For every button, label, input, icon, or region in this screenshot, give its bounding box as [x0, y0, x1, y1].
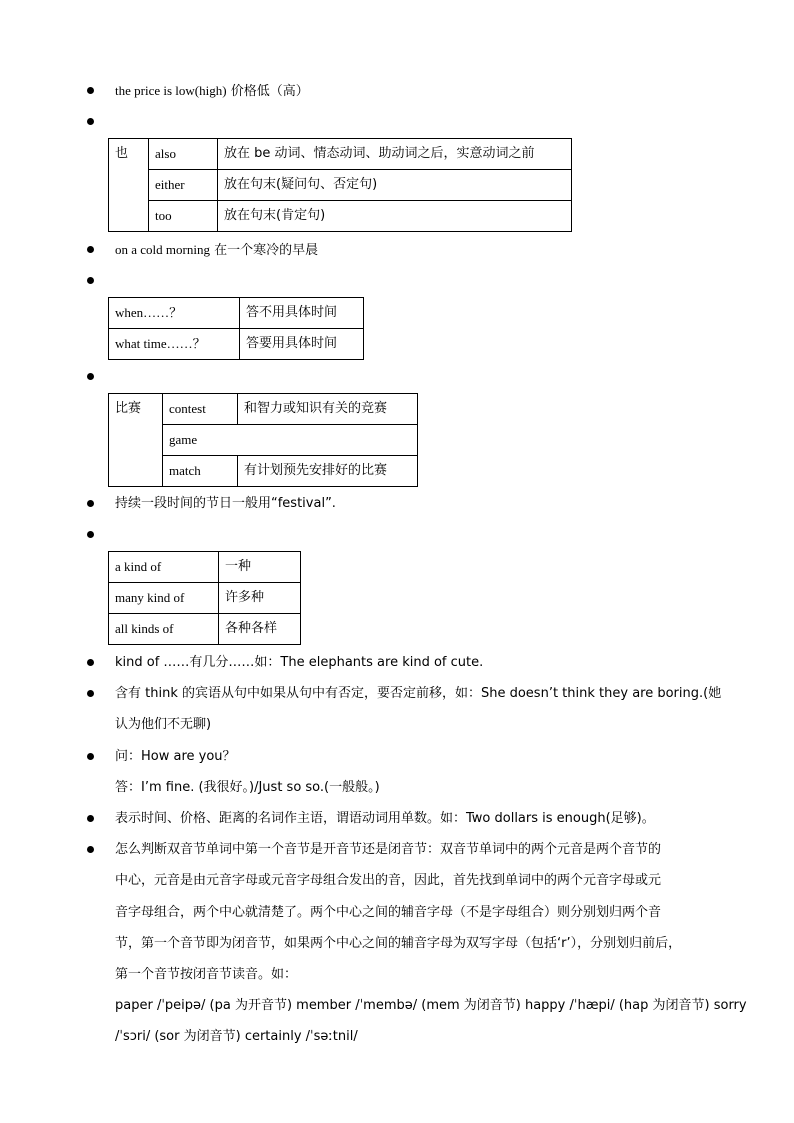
table-row: [109, 298, 364, 329]
table-cell: 放在句末(肯定句): [218, 201, 572, 232]
table-cell: a kind of: [109, 552, 219, 583]
table-cell: 有计划预先安排好的比赛: [238, 456, 418, 487]
bullet: [87, 846, 94, 853]
table-row: [109, 394, 418, 425]
table-cell: match: [163, 456, 238, 487]
think-note-line1: 含有 think 的宾语从句中如果从句中有否定，要否定前移，如：She doesn’t think they are boring.(她: [115, 686, 722, 701]
table-cell: contest: [163, 394, 238, 425]
table-cell: 一种: [219, 552, 301, 583]
table-cell: 答不用具体时间: [240, 298, 364, 329]
syllable-line: 音字母组合，两个中心就清楚了。两个中心之间的辅音字母（不是字母组合）则分别划归两个音: [115, 905, 662, 920]
syllable-example-line2: /ˈsɔri/ (sor 为闭音节) certainly /ˈsəːtnil/: [115, 1029, 358, 1044]
table-cell: 放在句末(疑问句、否定句): [218, 170, 572, 201]
table-row: [109, 170, 572, 201]
table-cell: 答要用具体时间: [240, 329, 364, 360]
when-table: [108, 297, 364, 360]
table-cell: 和智力或知识有关的竞赛: [238, 394, 418, 425]
table-cell: when……？: [109, 298, 240, 329]
syllable-example-line1: paper /ˈpeipə/ (pa 为开音节) member /ˈmembə/ (mem 为闭音节) happy /ˈhæpi/ (hap 为闭音节) sorry: [115, 998, 747, 1013]
table-row: [109, 614, 301, 645]
table-cell: game: [163, 425, 418, 456]
syllable-line: 第一个音节按闭音节读音。如：: [115, 967, 298, 982]
price-zh: 价格低（高）: [230, 84, 309, 99]
syllable-line: 节，第一个音节即为闭音节，如果两个中心之间的辅音字母为双写字母（包括‘r’），分别划归前后，: [115, 936, 682, 951]
syllable-line: 怎么判断双音节单词中第一个音节是开音节还是闭音节：双音节单词中的两个元音是两个音节的: [115, 842, 662, 857]
table-cell: also: [149, 139, 218, 170]
how-are-you-question: 问：How are you？: [115, 749, 236, 764]
kind-of-note: kind of ……有几分……如：The elephants are kind of cute.: [115, 655, 484, 670]
morning-en: on a cold morning: [115, 242, 210, 257]
morning-note: [115, 241, 318, 260]
festival-note: 持续一段时间的节日一般用“festival”.: [115, 496, 336, 511]
morning-zh: 在一个寒冷的早晨: [214, 243, 319, 258]
table-row: [109, 329, 364, 360]
singular-note: 表示时间、价格、距离的名词作主语，谓语动词用单数。如：Two dollars is enough(足够)。: [115, 811, 655, 826]
table-cell: 许多种: [219, 583, 301, 614]
kind-table: [108, 551, 301, 645]
also-table: [108, 138, 572, 232]
how-are-you-answer: 答：I’m fine. (我很好。)/Just so so.(一般般。): [115, 780, 380, 795]
bullet: [87, 118, 94, 125]
also-table-head: 也: [109, 139, 149, 232]
table-row: [109, 583, 301, 614]
table-cell: 各种各样: [219, 614, 301, 645]
bullet: [87, 659, 94, 666]
bullet: [87, 815, 94, 822]
bullet: [87, 690, 94, 697]
bullet: [87, 500, 94, 507]
price-note: [115, 82, 309, 101]
table-cell: what time……？: [109, 329, 240, 360]
bullet: [87, 531, 94, 538]
table-cell: many kind of: [109, 583, 219, 614]
bullet: [87, 246, 94, 253]
table-row: [109, 201, 572, 232]
table-cell: too: [149, 201, 218, 232]
bullet: [87, 753, 94, 760]
syllable-line: 中心，元音是由元音字母或元音字母组合发出的音，因此，首先找到单词中的两个元音字母或元: [115, 873, 662, 888]
bullet: [87, 373, 94, 380]
bullet: [87, 277, 94, 284]
match-table: [108, 393, 418, 487]
table-cell: either: [149, 170, 218, 201]
table-row: [109, 552, 301, 583]
table-cell: all kinds of: [109, 614, 219, 645]
think-note-line2: 认为他们不无聊): [115, 717, 212, 732]
table-cell: 放在 be 动词、情态动词、助动词之后，实意动词之前: [218, 139, 572, 170]
match-table-head: 比赛: [109, 394, 163, 487]
table-row: [109, 139, 572, 170]
price-en: the price is low(high): [115, 83, 227, 98]
bullet: [87, 87, 94, 94]
